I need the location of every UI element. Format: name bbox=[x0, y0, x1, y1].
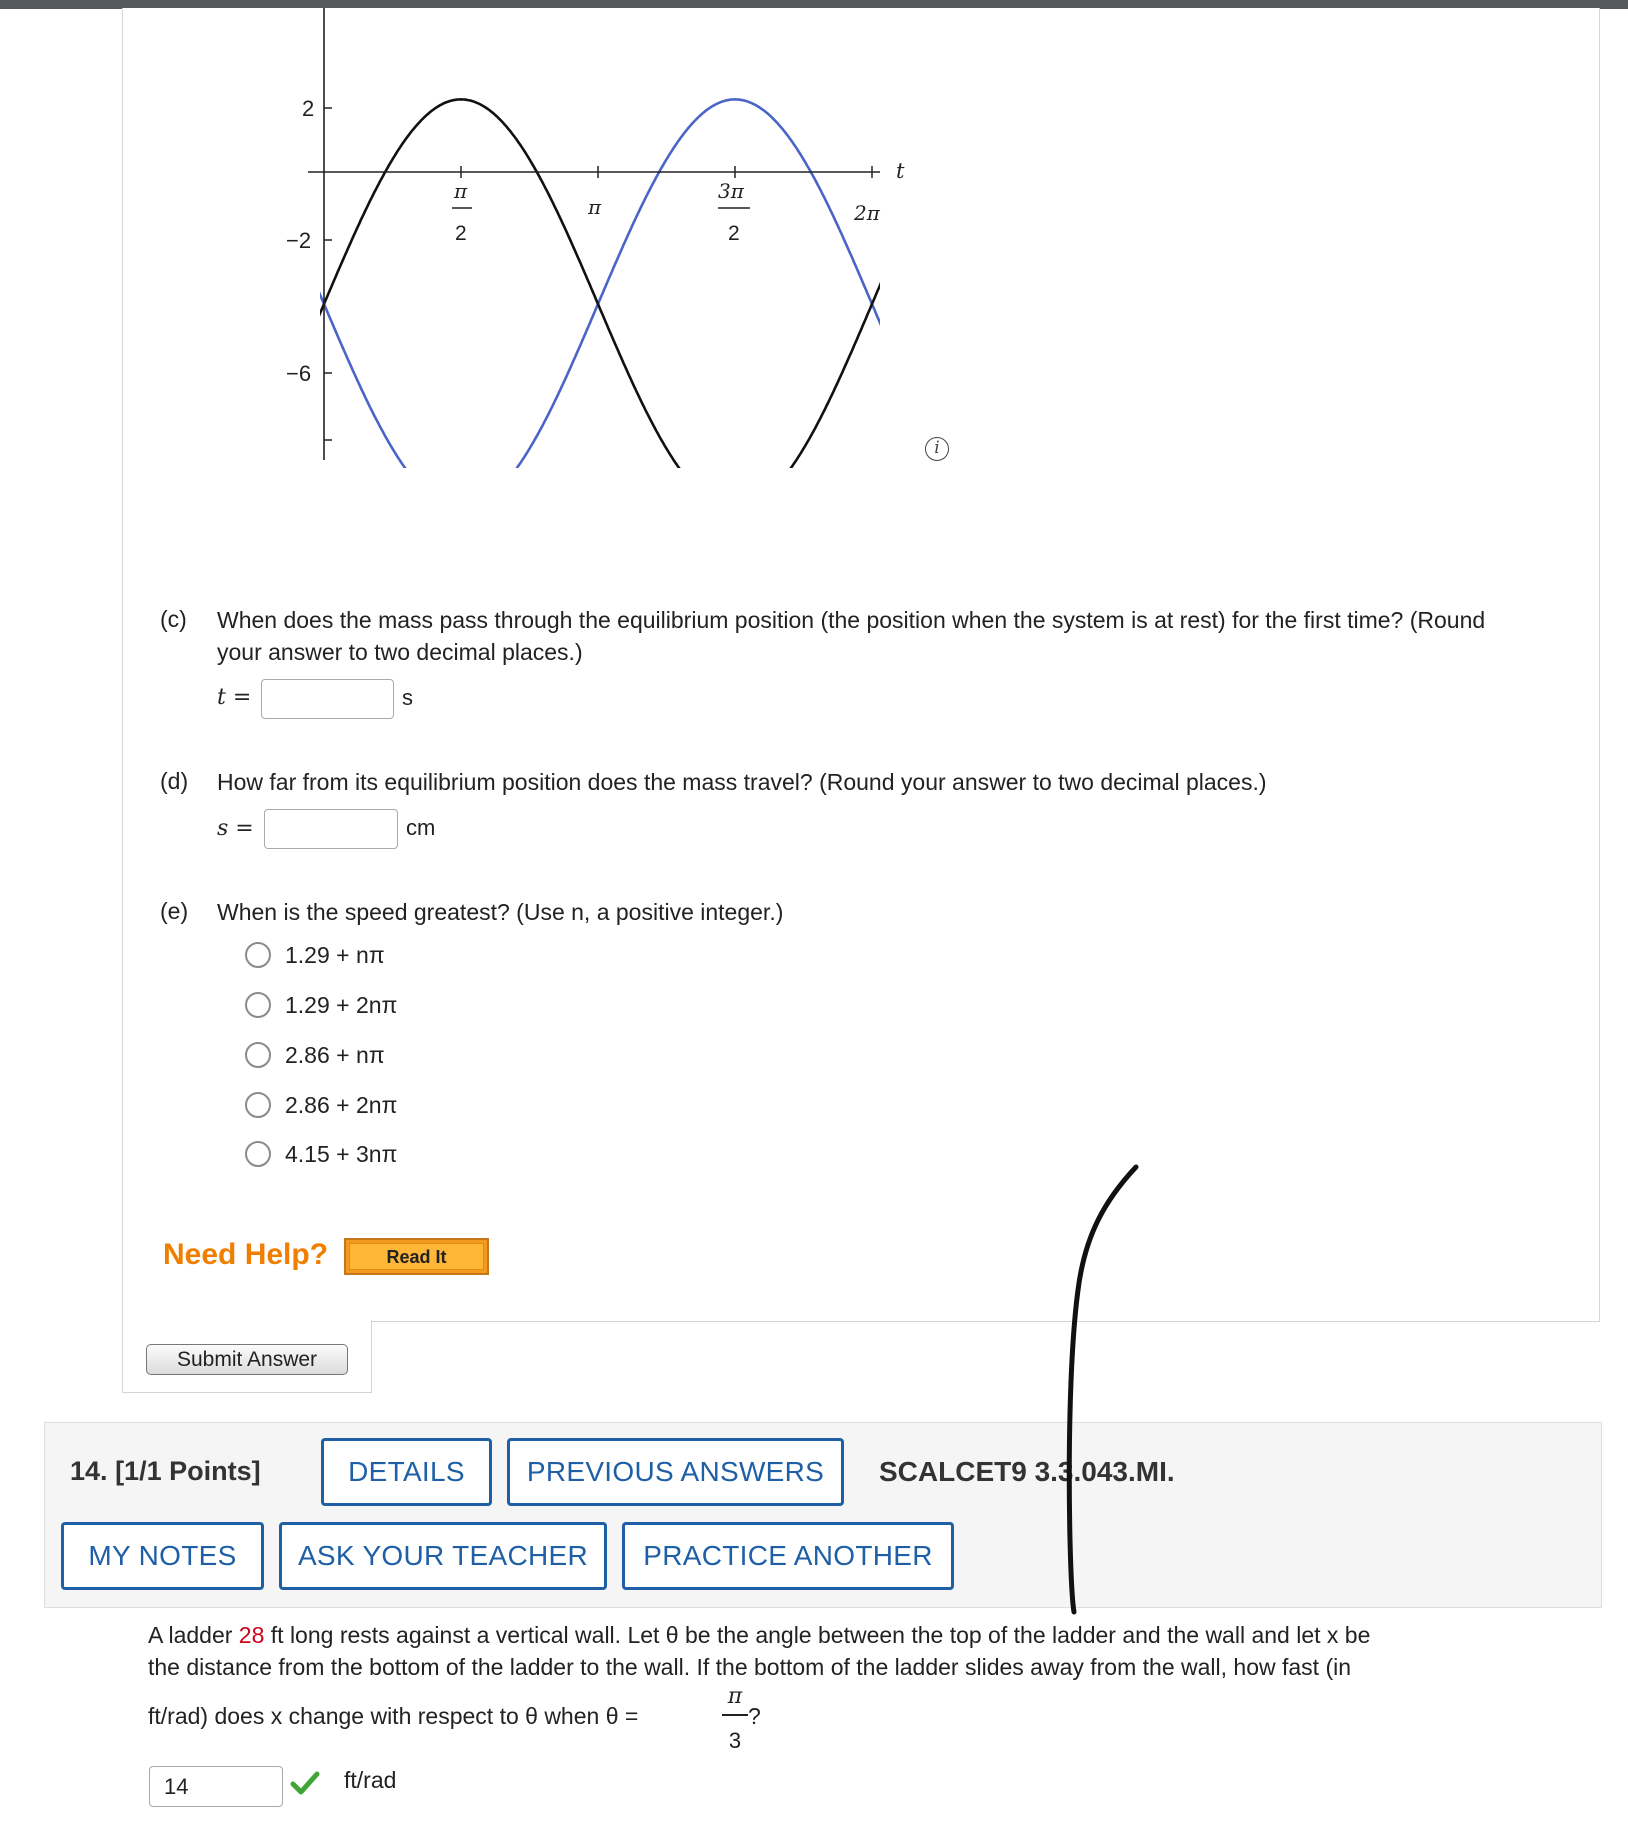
part-c-variable: t = bbox=[217, 685, 252, 710]
option-label: 2.86 + 2nπ bbox=[285, 1091, 398, 1118]
info-icon[interactable]: i bbox=[925, 437, 949, 461]
question-number: 14. [1/1 Points] bbox=[70, 1456, 261, 1486]
question-mark: ? bbox=[748, 1703, 761, 1729]
option-2[interactable] bbox=[245, 989, 397, 1021]
part-e-label: (e) bbox=[160, 898, 189, 924]
x-tick-pi-half-num: π bbox=[454, 179, 468, 203]
option-label: 4.15 + 3nπ bbox=[285, 1140, 398, 1167]
x-tick-3pi-half-den: 2 bbox=[728, 222, 740, 245]
details-button[interactable]: DETAILS bbox=[321, 1438, 492, 1506]
sinusoid-graph bbox=[280, 8, 920, 468]
radio-button[interactable] bbox=[245, 992, 271, 1018]
part-d-label: (d) bbox=[160, 768, 189, 794]
q14-text-line-2: the distance from the bottom of the ladder to the wall. If the bottom of the ladder slides away from the wall, how fast (in bbox=[148, 1654, 1352, 1680]
part-e-text: When is the speed greatest? (Use n, a positive integer.) bbox=[217, 899, 784, 925]
part-d-text: How far from its equilibrium position does the mass travel? (Round your answer to two decimal places.) bbox=[217, 769, 1267, 795]
option-label: 1.29 + nπ bbox=[285, 941, 385, 968]
radio-button[interactable] bbox=[245, 942, 271, 968]
blue-curve bbox=[311, 99, 898, 468]
x-tick-pi-half-den: 2 bbox=[455, 222, 467, 245]
correct-check-icon bbox=[290, 1770, 320, 1796]
part-c-label: (c) bbox=[160, 606, 187, 632]
previous-answers-button[interactable]: PREVIOUS ANSWERS bbox=[507, 1438, 844, 1506]
radio-button[interactable] bbox=[245, 1042, 271, 1068]
q14-text-line-1: A ladder 28 ft long rests against a vertical wall. Let θ be the angle between the top of the ladder and the wall and let x be bbox=[148, 1622, 1371, 1648]
x-tick-2pi: 2π bbox=[854, 201, 880, 225]
option-5[interactable] bbox=[245, 1138, 397, 1170]
read-it-button[interactable] bbox=[344, 1238, 489, 1275]
part-d-input[interactable] bbox=[264, 809, 398, 849]
ladder-length: 28 bbox=[238, 1622, 265, 1648]
black-curve bbox=[311, 99, 898, 468]
fraction-numerator: π bbox=[727, 1684, 743, 1709]
axis-label-t: t bbox=[896, 159, 905, 183]
practice-another-button[interactable]: PRACTICE ANOTHER bbox=[622, 1522, 954, 1590]
radio-button[interactable] bbox=[245, 1141, 271, 1167]
q14-answer-field[interactable]: 14 bbox=[149, 1766, 283, 1807]
my-notes-button[interactable]: MY NOTES bbox=[61, 1522, 264, 1590]
part-c-text: When does the mass pass through the equilibrium position (the position when the system is at rest) for the first time? (Round your answer to two decimal places.) bbox=[217, 607, 1486, 665]
y-tick-neg6: −6 bbox=[286, 361, 312, 386]
part-c-input[interactable] bbox=[261, 679, 394, 719]
part-d-variable: s = bbox=[217, 816, 254, 841]
problem-code: SCALCET9 3.3.043.MI. bbox=[879, 1456, 1175, 1487]
x-tick-pi: π bbox=[588, 195, 602, 219]
part-c-unit: s bbox=[402, 685, 413, 710]
option-4[interactable] bbox=[245, 1089, 397, 1121]
option-3[interactable] bbox=[245, 1039, 385, 1071]
q14-unit: ft/rad bbox=[344, 1767, 397, 1793]
ask-your-teacher-button[interactable]: ASK YOUR TEACHER bbox=[279, 1522, 607, 1590]
option-1[interactable] bbox=[245, 939, 385, 971]
option-label: 2.86 + nπ bbox=[285, 1041, 385, 1068]
submit-answer-button[interactable]: Submit Answer bbox=[146, 1344, 348, 1375]
fraction-denominator: 3 bbox=[728, 1728, 742, 1753]
read-it-label: Read It bbox=[349, 1243, 484, 1270]
q14-text-line-3: ft/rad) does x change with respect to θ when θ = bbox=[148, 1703, 639, 1729]
y-tick-2: 2 bbox=[302, 96, 315, 121]
y-tick-neg2: −2 bbox=[286, 228, 312, 253]
part-d-unit: cm bbox=[406, 815, 436, 840]
option-label: 1.29 + 2nπ bbox=[285, 991, 398, 1018]
need-help-label: Need Help? bbox=[163, 1238, 329, 1271]
x-tick-3pi-half-num: 3π bbox=[718, 179, 744, 203]
radio-button[interactable] bbox=[245, 1092, 271, 1118]
fraction-bar bbox=[722, 1714, 748, 1716]
